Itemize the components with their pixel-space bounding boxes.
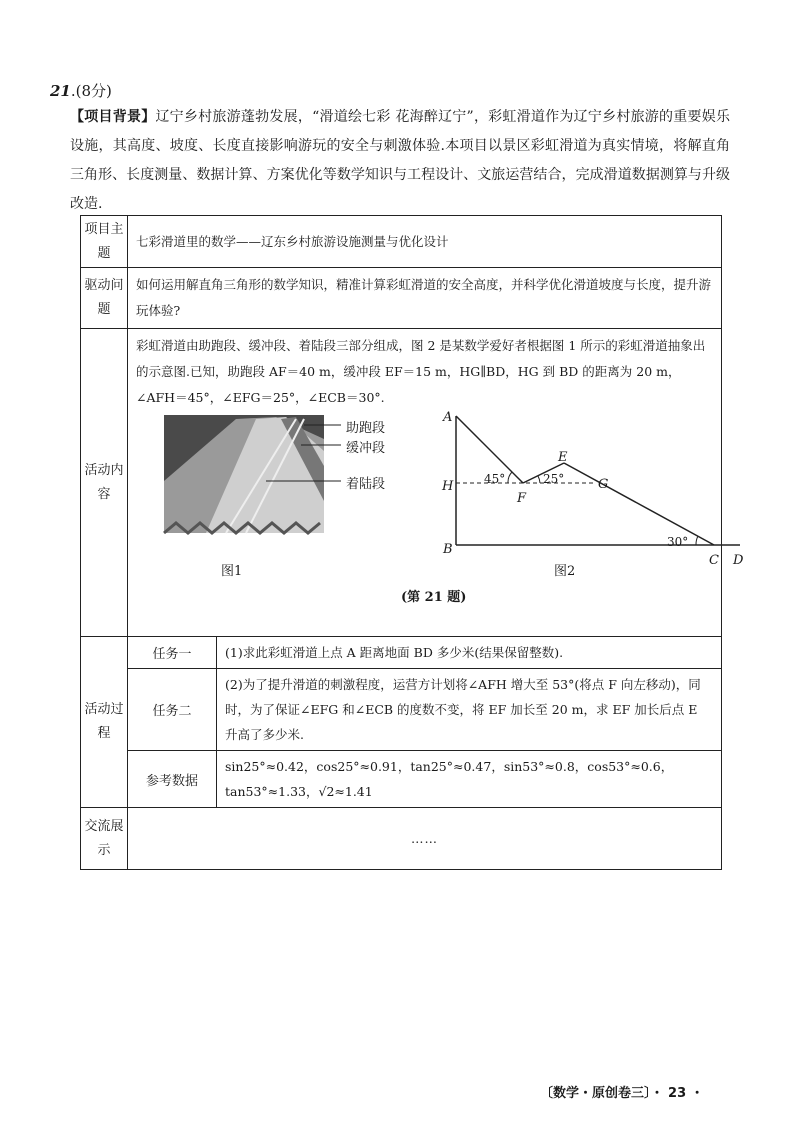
angle-30: 30° bbox=[667, 535, 689, 549]
figure1-caption: 图1 bbox=[221, 564, 243, 579]
segment-EC bbox=[564, 463, 714, 545]
point-C: C bbox=[709, 553, 719, 568]
point-H: H bbox=[442, 479, 454, 494]
figures bbox=[136, 410, 744, 636]
label-run-segment: 助跑段 bbox=[346, 421, 386, 436]
figure2-caption: 图2 bbox=[554, 564, 576, 579]
label-buffer-segment: 缓冲段 bbox=[346, 441, 386, 456]
slide-photo bbox=[164, 415, 324, 533]
background-text: 辽宁乡村旅游蓬勃发展，“滑道绘七彩 花海醉辽宁”，彩虹滑道作为辽宁乡村旅游的重要娱乐设施，其高度、坡度、长度直接影响游玩的安全与刺激体验.本项目以景区彩虹滑道为真实情境，将解直角三角形、长度测量、数据计算、方案优化等数学知识与工程设计、文旅运营结合，完成滑道数据测算与升级改造. bbox=[70, 109, 730, 212]
process-label: 活动过程 bbox=[81, 637, 128, 808]
content-text: 彩虹滑道由助跑段、缓冲段、着陆段三部分组成，图 2 是某数学爱好者根据图 1 所示的彩虹滑道抽象出的示意图.已知，助跑段 AF＝40 m，缓冲段 EF＝15 m，HG∥BD，HG 到 BD 的距离为 20 m，∠AFH＝45°，∠EFG＝25°，∠ECB＝30°. bbox=[136, 338, 706, 405]
content-label: 活动内容 bbox=[81, 329, 128, 637]
share-text: …… bbox=[128, 808, 722, 870]
point-A: A bbox=[443, 410, 453, 425]
page-footer: 〔数学・原创卷三〕・ 23 ・ bbox=[540, 1086, 704, 1101]
point-D: D bbox=[733, 553, 744, 568]
drive-label: 驱动问题 bbox=[81, 268, 128, 329]
ref-label: 参考数据 bbox=[128, 751, 217, 808]
process-table bbox=[128, 637, 721, 807]
project-table bbox=[80, 215, 744, 870]
question-number: 21.(8分) bbox=[50, 82, 112, 100]
task1-text: (1)求此彩虹滑道上点 A 距离地面 BD 多少米(结果保留整数). bbox=[217, 637, 722, 669]
task1-label: 任务一 bbox=[128, 637, 217, 669]
point-G: G bbox=[598, 477, 609, 492]
point-B: B bbox=[443, 542, 453, 557]
point-F: F bbox=[517, 491, 527, 506]
share-label: 交流展示 bbox=[81, 808, 128, 870]
task2-text: (2)为了提升滑道的刺激程度，运营方计划将∠AFH 增大至 53°(将点 F 向左移动)，同时，为了保证∠EFG 和∠ECB 的度数不变，将 EF 加长至 20 m，求 EF 加长后点 E 升高了多少米. bbox=[217, 669, 722, 751]
label-landing-segment: 着陆段 bbox=[346, 477, 386, 492]
topic-label: 项目主题 bbox=[81, 216, 128, 268]
angle-25: 25° bbox=[543, 472, 565, 486]
project-background bbox=[70, 103, 730, 219]
task2-label: 任务二 bbox=[128, 669, 217, 751]
topic-text: 七彩滑道里的数学——辽东乡村旅游设施测量与优化设计 bbox=[128, 216, 722, 268]
drive-text: 如何运用解直角三角形的数学知识，精准计算彩虹滑道的安全高度，并科学优化滑道坡度与长度，提升游玩体验? bbox=[128, 268, 722, 329]
background-tag: 【项目背景】 bbox=[70, 109, 156, 125]
angle-45: 45° bbox=[484, 472, 506, 486]
figure-caption: (第 21 题) bbox=[401, 590, 467, 605]
ref-text: sin25°≈0.42，cos25°≈0.91，tan25°≈0.47，sin53°≈0.8，cos53°≈0.6，tan53°≈1.33，√2≈1.41 bbox=[225, 759, 674, 799]
point-E: E bbox=[558, 450, 568, 465]
